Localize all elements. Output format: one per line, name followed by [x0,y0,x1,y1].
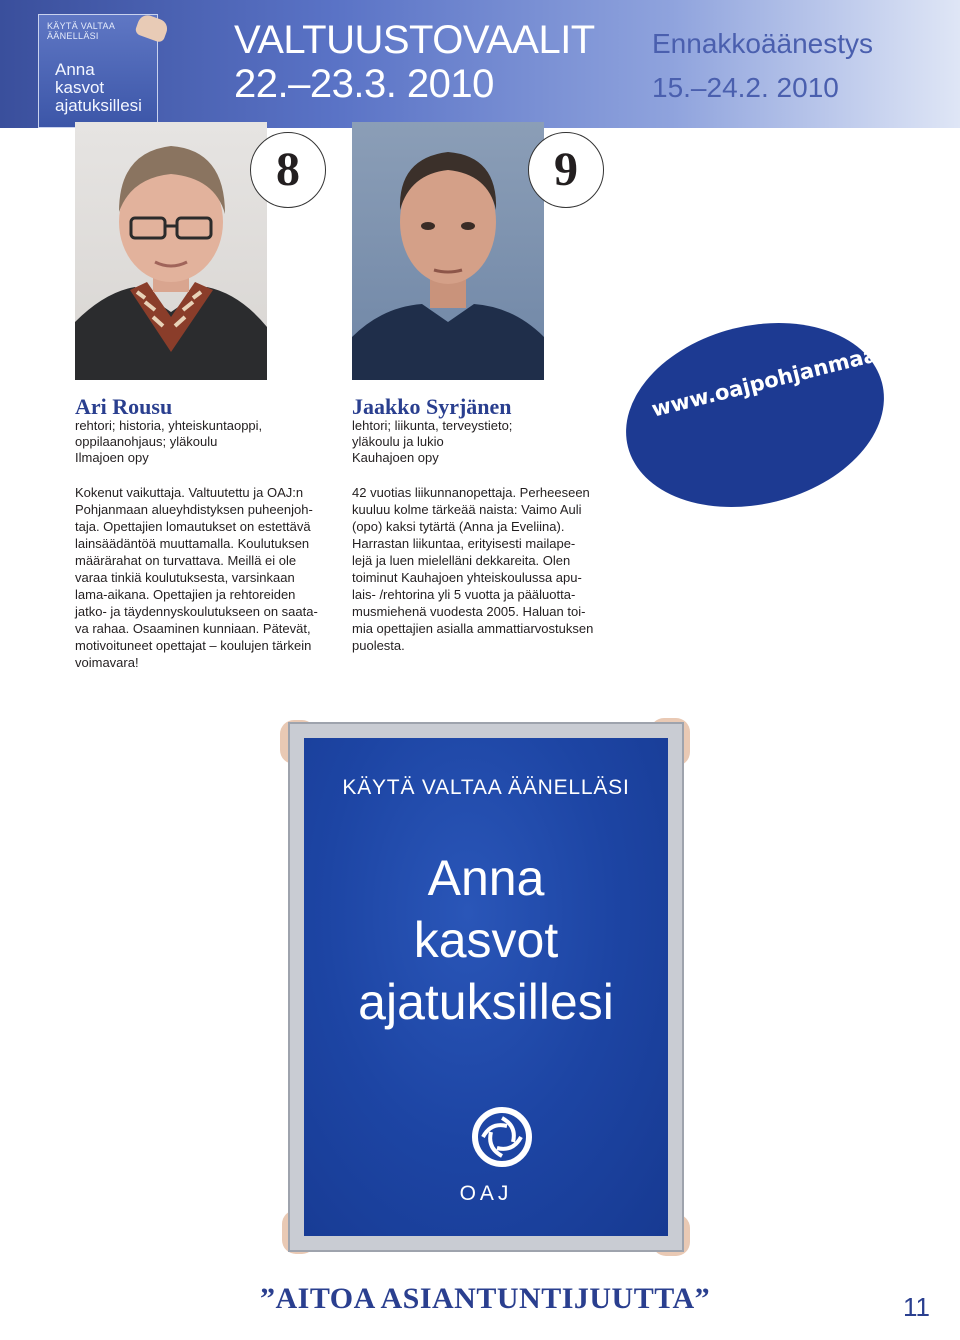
campaign-poster [280,714,692,1260]
oaj-logo-text: OAJ [459,1182,513,1205]
candidate-name: Jaakko Syrjänen [352,394,512,419]
election-title: VALTUUSTOVAALIT [234,18,595,62]
candidate-number-badge: 9 [528,132,604,208]
oaj-logo-icon [469,1104,535,1170]
website-link[interactable]: www.oajpohjanmaa.fi [649,336,903,422]
candidate-name: Ari Rousu [75,394,173,419]
candidate-role: rehtori; historia, yhteiskuntaoppi, oppilaanohjaus; yläkoulu Ilmajoen opy [75,418,263,465]
poster-thumbnail [38,14,158,128]
page-number: 11 [903,1292,930,1322]
footer-slogan: ”AITOA ASIANTUNTIJUUTTA” [260,1282,711,1315]
poster-panel [304,738,668,1236]
advance-voting-dates: 15.–24.2. 2010 [652,72,839,103]
candidate-photo-jaakko-syrjanen [352,122,544,380]
thumbnail-kicker: KÄYTÄ VALTAA ÄÄNELLÄSI [47,21,115,41]
advance-voting-label: Ennakkoäänestys [652,28,874,59]
candidate-role: lehtori; liikunta, terveystieto; yläkoulu ja lukio Kauhajoen opy [352,418,513,465]
candidate-statement: 42 vuotias liikunnanopettaja. Perheeseen kuuluu kolme tärkeää naista: Vaimo Auli (opo) kaksi tytärtä (Anna ja Eveliina). Harrastan liikuntaa, erityisesti mailape- lejä ja luen mielelläni dekkareita. Olen toiminut Kauhajoen yhteiskoulussa apu- lais- /rehtorina yli 5 vuotta ja pääluotta- musmiehenä vuodesta 2005. Haluan toi- mia opettajien asialla ammattiarvostuksen puolesta. [352,485,594,653]
candidate-photo-ari-rousu [75,122,267,380]
candidate-number-badge: 8 [250,132,326,208]
poster-slogan-line: Anna [427,850,545,906]
poster-slogan-line: kasvot [413,912,559,968]
poster-slogan-line: ajatuksillesi [358,974,614,1030]
election-dates: 22.–23.3. 2010 [234,62,494,106]
website-badge [606,297,903,533]
thumbnail-slogan: Anna kasvot ajatuksillesi [55,60,142,115]
poster-kicker: KÄYTÄ VALTAA ÄÄNELLÄSI [342,776,630,799]
candidate-statement: Kokenut vaikuttaja. Valtuutettu ja OAJ:n Pohjanmaan alueyhdistyksen puheenjoh- taja. Opettajien lomautukset on estettävä lainsäädäntöä muuttamalla. Koulutuksen määrärahat on turvattava. Meillä ei ole varaa tinkiä koulutuksesta, varsinkaan lama-aikana. Opettajien ja rehtoreiden jatko- ja täydennyskoulutukseen on saata- va rahaa. Osaaminen kunniaan. Pätevät, motivoituneet opettajat – koulujen tärkein voimavara! [75,485,318,670]
poster-frame [288,722,684,1252]
